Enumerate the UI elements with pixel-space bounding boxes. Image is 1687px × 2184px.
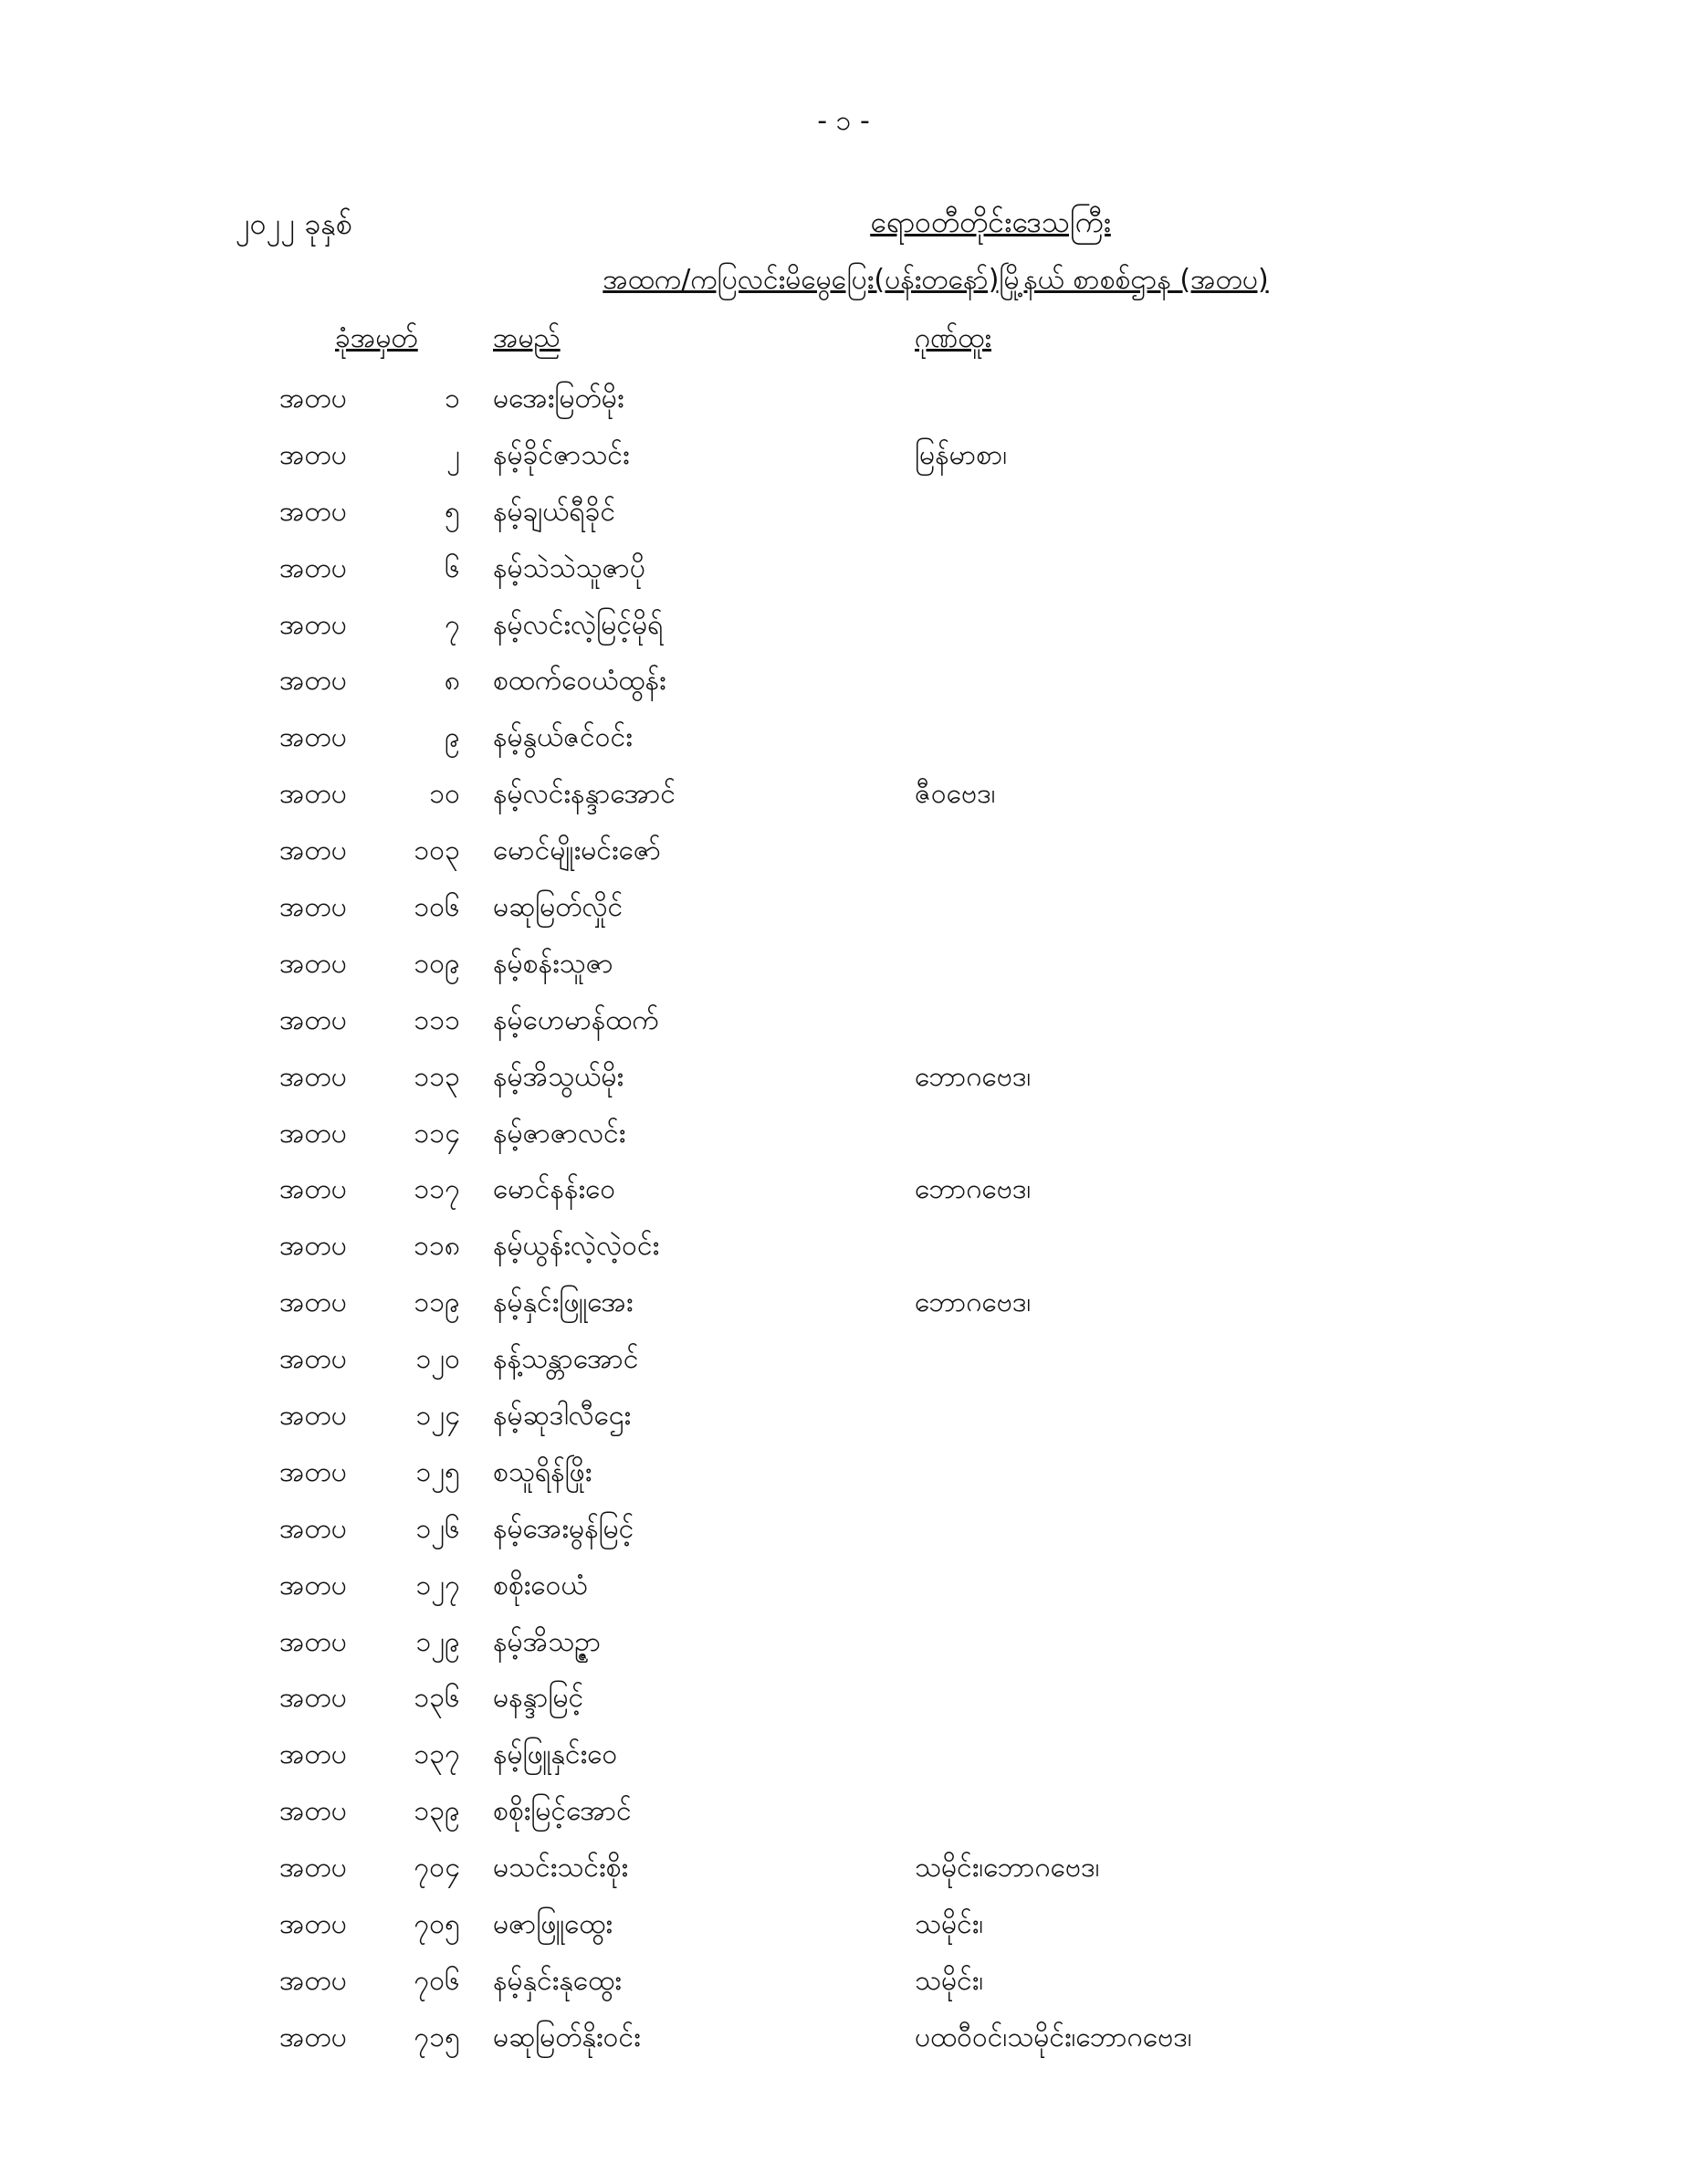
row-prefix: အတပ — [279, 383, 347, 415]
row-roll-number: ၉ — [445, 721, 460, 754]
row-name: နမ့်ချယ်ရီခိုင် — [493, 495, 616, 528]
row-roll-number: ၇၀၅ — [414, 1908, 460, 1941]
table-row — [0, 1554, 1687, 1611]
row-name: နမ့်အိသဥ္ဇာ — [493, 1625, 602, 1658]
row-roll-number: ၂ — [446, 438, 460, 471]
row-name: မဆုမြတ်လှိုင် — [493, 891, 623, 924]
row-name: မနန္ဒာမြင့် — [493, 1682, 584, 1715]
table-row — [0, 1780, 1687, 1836]
row-name: နမ့်နွယ်ဇင်ဝင်း — [493, 721, 633, 754]
table-row — [0, 1328, 1687, 1384]
row-name: နမ့်နှင်းနုထွေး — [493, 1964, 622, 1997]
table-row — [0, 989, 1687, 1045]
row-prefix: အတပ — [279, 1003, 347, 1036]
row-roll-number: ၇၁၅ — [414, 2021, 460, 2053]
row-prefix: အတပ — [279, 495, 347, 528]
table-row — [0, 1723, 1687, 1780]
row-name: နမ့်ဖြူနှင်းဝေ — [493, 1738, 618, 1771]
table-row — [0, 1949, 1687, 2006]
row-prefix: အတပ — [279, 1343, 347, 1376]
column-header-roll-number: ခုံအမှတ် — [335, 322, 418, 354]
table-row — [0, 424, 1687, 480]
row-prefix: အတပ — [279, 778, 347, 811]
row-roll-number: ၁၃၆ — [414, 1682, 460, 1715]
row-prefix: အတပ — [279, 1230, 347, 1263]
results-list — [0, 367, 1687, 2063]
row-prefix: အတပ — [279, 891, 347, 924]
row-roll-number: ၁၂၆ — [415, 1512, 460, 1545]
row-distinction: သမိုင်း၊ဘောဂဗေဒ၊ — [915, 1852, 1100, 1885]
row-name: နမ့်ဟေမာန်ထက် — [493, 1003, 659, 1036]
row-roll-number: ၁၀ — [429, 778, 460, 811]
row-prefix: အတပ — [279, 608, 347, 641]
table-row — [0, 932, 1687, 989]
row-roll-number: ၁၁၁ — [414, 1003, 460, 1036]
row-roll-number: ၁၃၉ — [414, 1795, 460, 1828]
row-prefix: အတပ — [279, 1795, 347, 1828]
table-row — [0, 1102, 1687, 1159]
row-prefix: အတပ — [279, 1569, 347, 1601]
row-prefix: အတပ — [279, 1625, 347, 1658]
row-roll-number: ၁၃၇ — [414, 1738, 460, 1771]
row-roll-number: ၁၂၅ — [415, 1455, 460, 1488]
table-row — [0, 480, 1687, 537]
row-prefix: အတပ — [279, 1682, 347, 1715]
row-name: နမ့်ဇာဇာလင်း — [493, 1117, 626, 1150]
row-name: စထက်ဝေယံထွန်း — [493, 665, 666, 698]
row-prefix: အတပ — [279, 1964, 347, 1997]
table-row — [0, 1384, 1687, 1441]
table-row — [0, 1666, 1687, 1723]
row-distinction: ဘောဂဗေဒ၊ — [915, 1286, 1032, 1319]
column-header-distinction: ဂုဏ်ထူး — [915, 322, 991, 354]
row-roll-number: ၁၀၉ — [414, 947, 460, 980]
row-name: နမ့်လင်းလဲ့မြင့်မိုရ် — [493, 608, 664, 641]
row-name: နမ့်စန်းသူဇာ — [493, 947, 613, 980]
table-row — [0, 876, 1687, 932]
row-prefix: အတပ — [279, 1286, 347, 1319]
row-name: စစိုးဝေယံ — [493, 1569, 588, 1601]
row-prefix: အတပ — [279, 947, 347, 980]
row-roll-number: ၅ — [445, 495, 460, 528]
page-number: - ၁ - — [817, 105, 870, 137]
row-name: မဇာဖြူထွေး — [493, 1908, 613, 1941]
table-row — [0, 1497, 1687, 1554]
table-row — [0, 649, 1687, 706]
row-prefix: အတပ — [279, 551, 347, 584]
row-roll-number: ၇၀၆ — [414, 1964, 460, 1997]
row-name: နမ့်ဆုဒါလီဌေး — [493, 1400, 632, 1433]
row-roll-number: ၁၂၀ — [415, 1343, 460, 1376]
row-name: နမ့်အေးမွန်မြင့် — [493, 1512, 634, 1545]
table-row — [0, 1214, 1687, 1271]
row-distinction: မြန်မာစာ၊ — [915, 438, 1008, 471]
row-prefix: အတပ — [279, 721, 347, 754]
row-roll-number: ၇ — [445, 608, 460, 641]
row-name: နမ့်အိသွယ်မိုး — [493, 1060, 624, 1093]
table-row — [0, 537, 1687, 593]
row-prefix: အတပ — [279, 2021, 347, 2053]
row-name: နမ့်ယွန်းလဲ့လဲ့ဝင်း — [493, 1230, 660, 1263]
table-row — [0, 1271, 1687, 1328]
row-distinction: ဘောဂဗေဒ၊ — [915, 1060, 1032, 1093]
row-prefix: အတပ — [279, 1908, 347, 1941]
row-roll-number: ၁၂၄ — [415, 1400, 460, 1433]
table-row — [0, 1441, 1687, 1497]
table-row — [0, 1045, 1687, 1102]
row-name: နမ့်သဲသဲသူဇာပို — [493, 551, 645, 584]
table-row — [0, 1611, 1687, 1667]
table-row — [0, 2006, 1687, 2063]
row-name: နမ့်လင်းနန္ဒာအောင် — [493, 778, 676, 811]
row-roll-number: ၁၀၃ — [414, 835, 460, 867]
row-roll-number: ၁၀၆ — [414, 891, 460, 924]
row-distinction: ဘောဂဗေဒ၊ — [915, 1173, 1032, 1206]
row-prefix: အတပ — [279, 1117, 347, 1150]
column-header-name: အမည် — [493, 322, 561, 354]
row-name: နမ့်ခိုင်ဇာသင်း — [493, 438, 630, 471]
row-name: စစိုးမြင့်အောင် — [493, 1795, 632, 1828]
row-prefix: အတပ — [279, 1400, 347, 1433]
table-row — [0, 1158, 1687, 1214]
row-roll-number: ၁၁၄ — [414, 1117, 460, 1150]
row-name: မောင်မျိုးမင်းဇော် — [493, 835, 662, 867]
row-name: မဆုမြတ်နိုးဝင်း — [493, 2021, 641, 2053]
row-roll-number: ၁၁၉ — [414, 1286, 460, 1319]
row-distinction: သမိုင်း၊ — [915, 1908, 984, 1941]
row-prefix: အတပ — [279, 1173, 347, 1206]
row-name: နမ့်နှင်းဖြူအေး — [493, 1286, 634, 1319]
row-roll-number: ၈ — [444, 665, 460, 698]
row-prefix: အတပ — [279, 1060, 347, 1093]
row-roll-number: ၁၂၇ — [415, 1569, 460, 1601]
row-roll-number: ၁၁၇ — [414, 1173, 460, 1206]
row-prefix: အတပ — [279, 1455, 347, 1488]
row-prefix: အတပ — [279, 438, 347, 471]
table-row — [0, 762, 1687, 819]
row-roll-number: ၁၂၉ — [415, 1625, 460, 1658]
table-row — [0, 1836, 1687, 1893]
row-distinction: ဇီဝဗေဒ၊ — [915, 778, 996, 811]
row-roll-number: ၁၁၃ — [414, 1060, 460, 1093]
row-roll-number: ၇၀၄ — [414, 1852, 460, 1885]
row-prefix: အတပ — [279, 1738, 347, 1771]
row-distinction: သမိုင်း၊ — [915, 1964, 984, 1997]
table-row — [0, 1893, 1687, 1949]
row-name: မောင်နန်းဝေ — [493, 1173, 616, 1206]
region-title: ရောဝတီတိုင်းဒေသကြီး — [870, 205, 1111, 239]
row-name: နန့်သန္တာအောင် — [493, 1343, 639, 1376]
row-name: စသူရိန်ဖြိုး — [493, 1455, 592, 1488]
row-roll-number: ၁၁၈ — [414, 1230, 460, 1263]
row-prefix: အတပ — [279, 665, 347, 698]
row-roll-number: ၆ — [445, 551, 460, 584]
row-distinction: ပထဝီဝင်၊သမိုင်း၊ဘောဂဗေဒ၊ — [915, 2021, 1192, 2053]
table-row — [0, 819, 1687, 876]
table-row — [0, 593, 1687, 650]
row-name: မသင်းသင်းစိုး — [493, 1852, 629, 1885]
school-subtitle: အထက/ကပြလင်းမိမွေပြေး(ပန်းတနော်)မြို့နယ် စာစစ်ဌာန (အတပ) — [602, 264, 1269, 296]
table-row — [0, 367, 1687, 424]
row-prefix: အတပ — [279, 835, 347, 867]
row-prefix: အတပ — [279, 1852, 347, 1885]
table-row — [0, 706, 1687, 762]
row-name: မအေးမြတ်မိုး — [493, 383, 624, 415]
row-roll-number: ၁ — [445, 383, 460, 415]
year-label: ၂၀၂၂ ခုနှစ် — [236, 206, 352, 241]
row-prefix: အတပ — [279, 1512, 347, 1545]
